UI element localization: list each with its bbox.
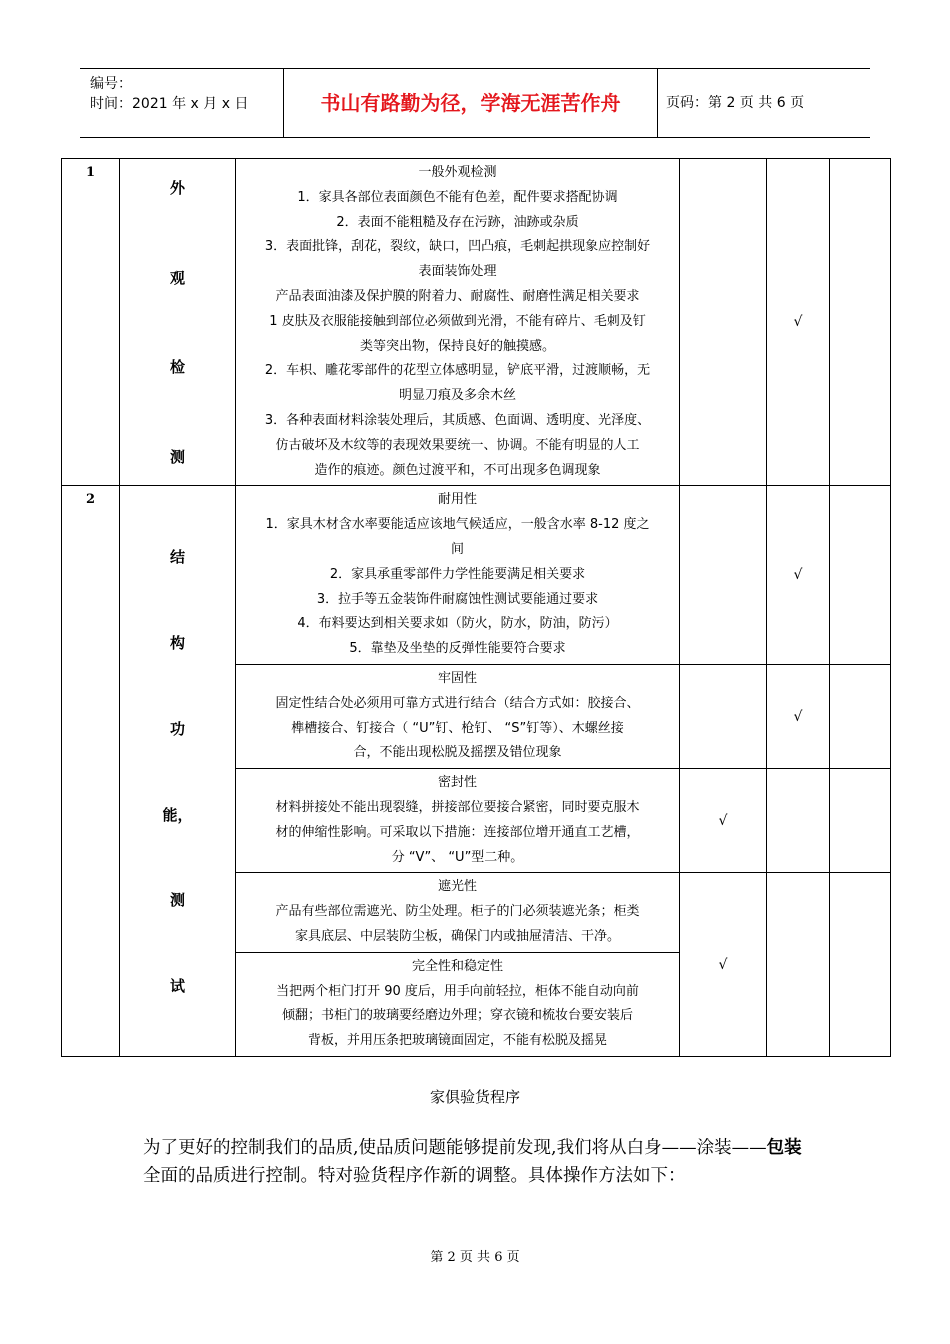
desc-line: 明显刀痕及多余木丝 (398, 388, 516, 404)
description-cell (236, 873, 680, 952)
desc-line: 3．表面批锋，刮花，裂纹，缺口，凹凸痕，毛刺起拱现象应控制好 (264, 239, 651, 255)
desc-line: 产品有些部位需遮光、防尘处理。柜子的门必须装遮光条；柜类 (275, 904, 640, 920)
row-number: 2 (62, 486, 120, 1057)
desc-line: 仿古破坏及木纹等的表现效果要统一、协调。不能有明显的人工 (275, 437, 640, 453)
desc-line: 1 皮肤及衣服能接触到部位必须做到光滑，不能有碎片、毛刺及钉 (269, 313, 646, 329)
page-footer: 第 2 页 共 6 页 (430, 1250, 520, 1265)
page-number-label: 页码：第 2 页 共 6 页 (666, 95, 805, 111)
desc-line: 合，不能出现松脱及摇摆及错位现象 (353, 745, 562, 761)
check-cell: √ (767, 486, 830, 665)
check-cell: √ (767, 664, 830, 768)
desc-line: 背板，并用压条把玻璃镜面固定，不能有松脱及摇晃 (307, 1033, 607, 1049)
desc-line: 材料拼接处不能出现裂缝，拼接部位要接合紧密，同时要克服木 (275, 799, 640, 815)
desc-line: 榫槽接合、钉接合（ “U”钉、枪钉、 “S”钉等）、木螺丝接 (291, 720, 624, 736)
description-cell (236, 159, 680, 486)
description-cell (236, 952, 680, 1056)
desc-heading: 完全性和稳定性 (411, 958, 503, 974)
desc-line: 1．家具各部位表面颜色不能有色差，配件要求搭配协调 (297, 189, 618, 205)
desc-line: 家具底层、中层装防尘板，确保门内或抽屉清洁、干净。 (294, 928, 620, 944)
desc-line: 3．拉手等五金装饰件耐腐蚀性测试要能通过要求 (316, 591, 599, 607)
check-cell (767, 769, 830, 873)
check-cell (680, 486, 767, 665)
check-cell: √ (767, 159, 830, 486)
desc-line: 造作的痕迹。颜色过渡平和，不可出现多色调现象 (314, 462, 601, 478)
check-cell (830, 159, 891, 486)
desc-line: 固定性结合处必须用可靠方式进行结合（结合方式如：胶接合、 (275, 695, 640, 711)
category-cell (120, 159, 236, 486)
section-title: 家俱验货程序 (429, 1088, 520, 1106)
intro-paragraph (143, 1134, 803, 1190)
number-label: 编号： (90, 76, 132, 92)
desc-heading: 一般外观检测 (418, 165, 497, 180)
check-cell (830, 769, 891, 873)
category-char: 观 (169, 268, 185, 287)
desc-line: 倾翻；书柜门的玻璃要经磨边外理；穿衣镜和梳妆台要安装后 (281, 1008, 633, 1024)
desc-line: 分 “V”、 “U”型二种。 (391, 849, 524, 865)
desc-line: 2．表面不能粗糙及存在污跡，油跡或杂质 (336, 214, 579, 230)
desc-line: 产品表面油漆及保护膜的附着力、耐腐性、耐磨性满足相关要求 (275, 288, 640, 304)
desc-heading: 表面装饰处理 (418, 264, 497, 280)
check-cell (830, 873, 891, 1057)
header-motto: 书山有路勤为径，学海无涯苦作舟 (283, 69, 658, 137)
category-char: 试 (169, 977, 185, 996)
check-cell (767, 873, 830, 1057)
table-row (62, 159, 891, 486)
desc-heading: 遮光性 (437, 879, 477, 895)
category-char: 结 (169, 548, 185, 567)
desc-line: 当把两个柜门打开 90 度后，用手向前轻拉，柜体不能自动向前 (276, 983, 639, 999)
paragraph-text: 为了更好的控制我们的品质,使品质问题能够提前发现,我们将从白身——涂装—— (143, 1138, 767, 1158)
desc-line: 2．车枳、雕花零部件的花型立体感明显，铲底平滑，过渡顺畅，无 (264, 363, 651, 379)
category-char: 检 (169, 358, 185, 377)
check-cell (680, 159, 767, 486)
time-label: 时间：2021 年 x 月 x 日 (90, 96, 249, 112)
check-cell: √ (680, 873, 767, 1057)
page-header (80, 68, 870, 138)
category-char: 测 (169, 448, 185, 467)
description-cell (236, 664, 680, 768)
check-cell (680, 664, 767, 768)
desc-heading: 耐用性 (437, 492, 477, 508)
check-cell: √ (680, 769, 767, 873)
inspection-table (61, 158, 891, 1057)
paragraph-text: 全面的品质进行控制。特对验货程序作新的调整。具体操作方法如下： (143, 1166, 686, 1186)
category-char: 功 (169, 719, 185, 738)
desc-line: 2．家具承重零部件力学性能要满足相关要求 (329, 566, 586, 582)
check-cell (830, 486, 891, 665)
desc-line: 类等突出物，保持良好的触摸感。 (359, 338, 555, 354)
desc-heading: 牢固性 (437, 670, 477, 686)
paragraph-bold-text: 包装 (766, 1138, 802, 1158)
desc-line: 1．家具木材含水率要能适应该地气候适应，一般含水率 8-12 度之 (265, 517, 650, 533)
description-cell (236, 769, 680, 873)
desc-line: 材的伸缩性影响。可采取以下措施：连接部位增开通直工艺槽， (275, 824, 640, 840)
header-meta (80, 69, 283, 137)
desc-line: 4．布料要达到相关要求如（防火，防水，防油，防污） (297, 616, 618, 632)
desc-line: 5．靠垫及坐垫的反弹性能要符合要求 (349, 641, 566, 657)
desc-line: 间 (450, 541, 464, 557)
check-cell (830, 664, 891, 768)
category-cell (120, 486, 236, 1057)
category-char: 能， (162, 805, 193, 824)
category-char: 外 (169, 179, 185, 198)
row-number: 1 (62, 159, 120, 486)
desc-line: 3．各种表面材料涂装处理后，其质感、色面调、透明度、光泽度、 (264, 412, 651, 428)
category-char: 构 (169, 633, 185, 652)
table-row (62, 486, 891, 665)
desc-heading: 密封性 (437, 775, 477, 791)
description-cell (236, 486, 680, 665)
category-char: 测 (169, 891, 185, 910)
